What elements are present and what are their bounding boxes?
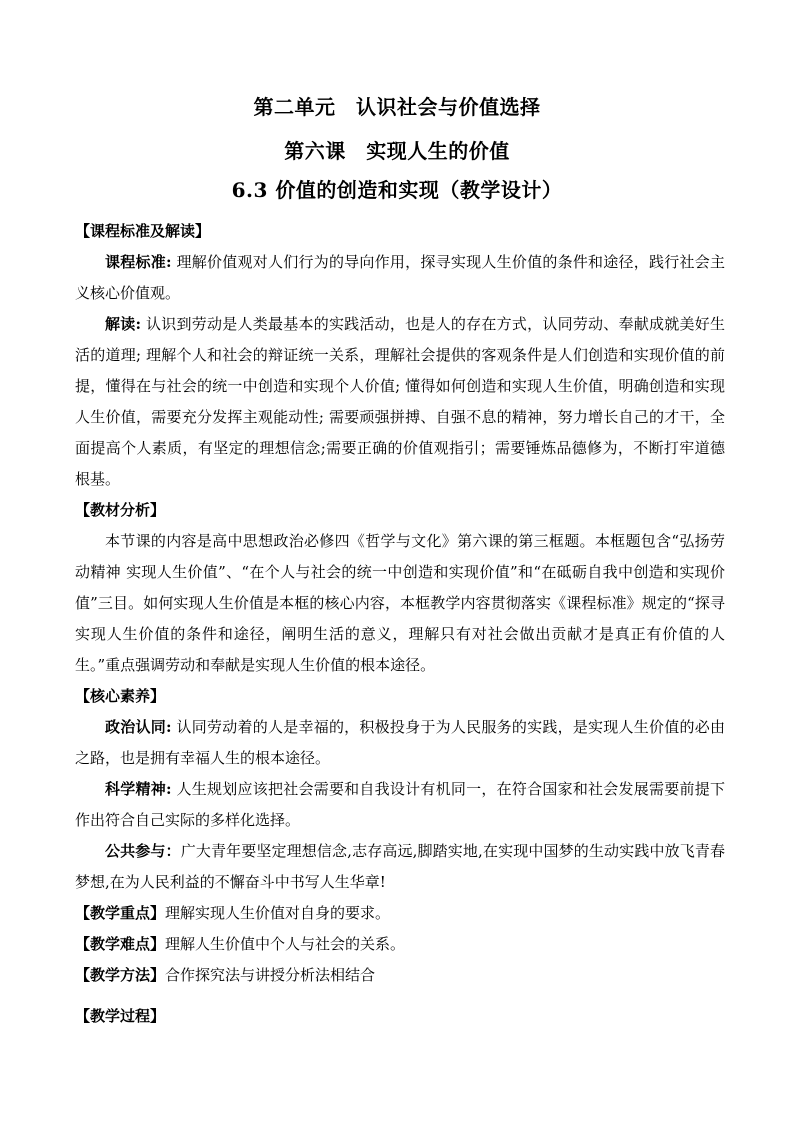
public-text: 广大青年要坚定理想信念,志存高远,脚踏实地,在实现中国梦的生动实践中放飞青春梦想,在为人民利益的不懈奋斗中书写人生华章! xyxy=(75,842,725,891)
section-heading-literacy: 【核心素养】 xyxy=(75,687,166,705)
interpretation-label: 解读: xyxy=(105,315,142,333)
analysis-paragraph: 本节课的内容是高中思想政治必修四《哲学与文化》第六课的第三框题。本框题包含“弘扬劳动精神 实现人生价值”、“在个人与社会的统一中创造和实现价值”和“在砥砺自我中创造和实现价值”三目。如何实现人生价值是本框的核心内容，本框教学内容贯彻落实《课程标准》规定的“探寻实现人生价值的条件和途径，阐明生活的意义，理解只有对社会做出贡献才是真正有价值的人生。”重点强调劳动和奉献是实现人生价值的根本途径。 xyxy=(75,532,725,674)
section-heading-analysis: 【教材分析】 xyxy=(75,501,166,519)
difficulty-label: 【教学难点】 xyxy=(75,935,166,953)
topic-title: 6.3 价值的创造和实现（教学设计） xyxy=(231,178,563,202)
political-paragraph xyxy=(75,712,725,774)
key-point-text: 理解实现人生价值对自身的要求。 xyxy=(165,904,391,922)
spacer xyxy=(75,991,725,1001)
lesson-title: 第六课 实现人生的价值 xyxy=(284,139,510,163)
science-label: 科学精神: xyxy=(105,780,172,798)
difficulty-text: 理解人生价值中个人与社会的关系。 xyxy=(165,935,406,953)
method-label: 【教学方法】 xyxy=(75,966,166,984)
key-point-line xyxy=(75,898,725,929)
standard-label: 课程标准: xyxy=(105,253,172,271)
political-label: 政治认同: xyxy=(105,718,172,736)
key-point-label: 【教学重点】 xyxy=(75,904,166,922)
public-paragraph xyxy=(75,836,725,898)
section-heading-process: 【教学过程】 xyxy=(75,1007,166,1025)
difficulty-line xyxy=(75,929,725,960)
document-body xyxy=(75,216,725,1032)
science-text: 人生规划应该把社会需要和自我设计有机同一，在符合国家和社会发展需要前提下作出符合自己实际的多样化选择。 xyxy=(75,780,725,829)
political-text: 认同劳动着的人是幸福的，积极投身于为人民服务的实践，是实现人生价值的必由之路，也是拥有幸福人生的根本途径。 xyxy=(75,718,725,767)
interpretation-paragraph xyxy=(75,309,725,495)
public-label: 公共参与： xyxy=(105,842,181,860)
standard-text: 理解价值观对人们行为的导向作用，探寻实现人生价值的条件和途径，践行社会主义核心价值观。 xyxy=(75,253,725,302)
science-paragraph xyxy=(75,774,725,836)
method-line xyxy=(75,960,725,991)
method-text: 合作探究法与讲授分析法相结合 xyxy=(165,966,376,984)
unit-title: 第二单元 认识社会与价值选择 xyxy=(253,95,541,119)
interpretation-text: 认识到劳动是人类最基本的实践活动，也是人的存在方式，认同劳动、奉献成就美好生活的道理; 理解个人和社会的辩证统一关系，理解社会提供的客观条件是人们创造和实现价值的前提，懂得在与社会的统一中创造和实现个人价值; 懂得如何创造和实现人生价值，明确创造和实现人生价值，需要充分发挥主观能动性; 需要顽强拼搏、自强不息的精神，努力增长自己的才干，全面提高个人素质，有坚定的理想信念;需要正确的价值观指引；需要锤炼品德修为，不断打牢道德根基。 xyxy=(75,315,725,488)
section-heading-standards: 【课程标准及解读】 xyxy=(75,222,211,240)
standard-paragraph xyxy=(75,247,725,309)
